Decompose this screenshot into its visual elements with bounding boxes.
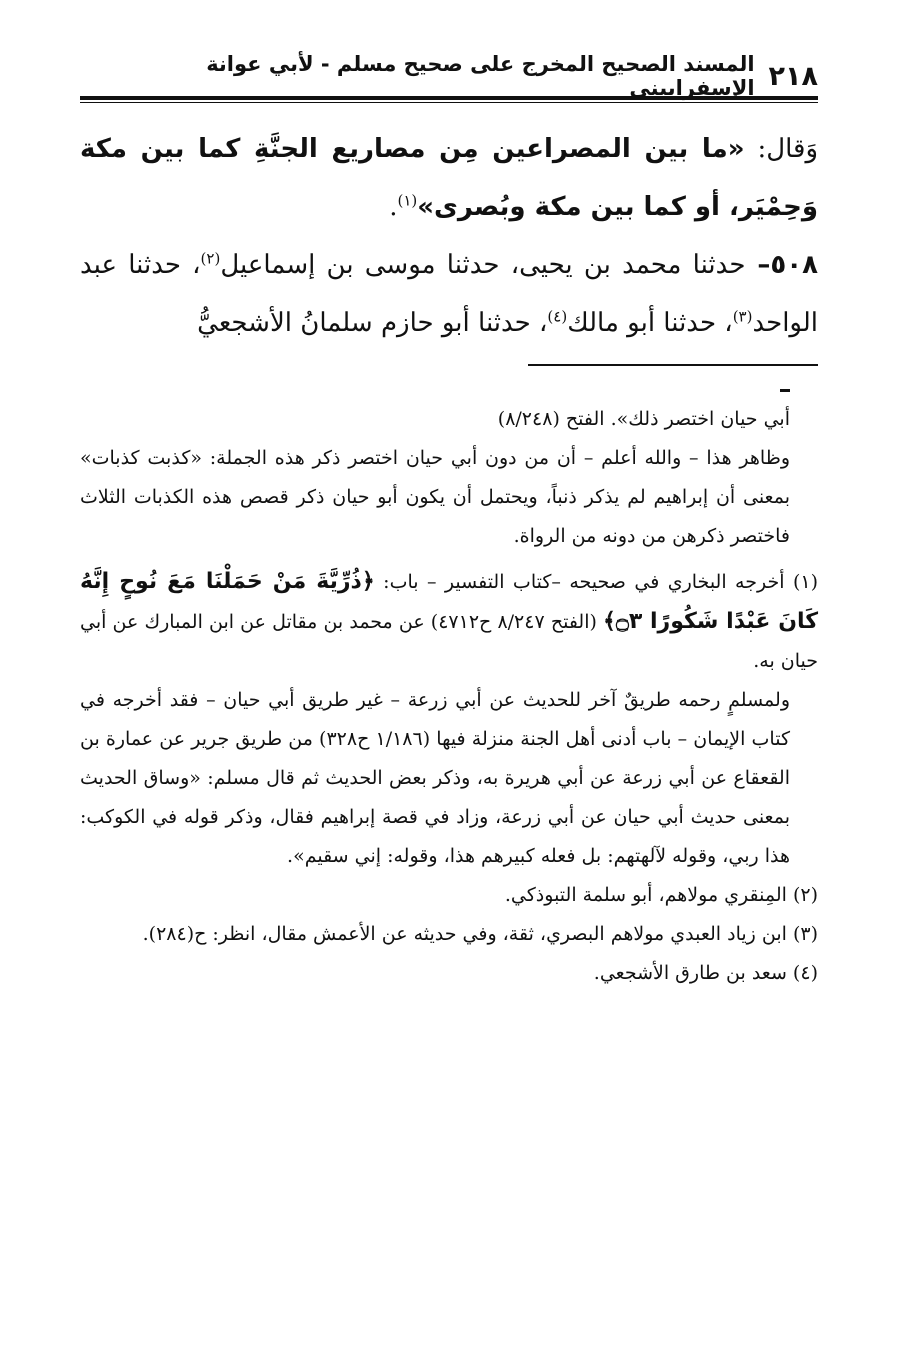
footnote-1-part-b: (الفتح ٨/٢٤٧ ح٤٧١٢) عن محمد بن مقاتل عن ابن المبارك عن أبي حيان به. xyxy=(80,611,818,672)
p1-intro: وَقال: xyxy=(744,134,819,164)
footnote-1 xyxy=(80,562,818,681)
footnote-ref-2[interactable]: (٢) xyxy=(200,249,221,268)
page-number: ٢١٨ xyxy=(768,60,818,92)
main-text xyxy=(80,120,818,352)
p2-part-b: ، حدثنا عبد الواحد xyxy=(80,250,818,338)
p1-end: . xyxy=(389,192,398,222)
footnote-ref-1[interactable]: (١) xyxy=(397,191,418,210)
footnote-separator xyxy=(528,364,818,366)
footnote-2: (٢) المِنقري مولاهم، أبو سلمة التبوذكي. xyxy=(504,884,818,906)
header-rule xyxy=(80,96,818,103)
p1-hadith-text: «ما بين المصراعين مِن مصاريع الجنَّةِ كما بين مكة وَحِمْيَر، أو كما بين مكة وبُصرى» xyxy=(80,134,818,222)
page-header xyxy=(80,52,818,100)
footnotes xyxy=(80,400,818,993)
footnote-continuation-1: أبي حيان اختصر ذلك». الفتح (٨/٢٤٨) xyxy=(497,408,790,430)
footnote-ref-4[interactable]: (٤) xyxy=(547,307,568,326)
quran-verse: ﴿ذُرِّيَّةَ مَنْ حَمَلْنَا مَعَ نُوحٍ إِنَّهُ كَانَ عَبْدًا شَكُورًا ۝٣﴾ xyxy=(80,569,819,634)
footnote-1-continuation: ولمسلمٍ رحمه طريقٌ آخر للحديث عن أبي زرعة – غير طريق أبي حيان – فقد أخرجه في كتاب الإيمان – باب أدنى أهل الجنة منزلة فيها (١/١٨٦ ح٣٢٨) من طريق جرير عن عمارة بن القعقاع عن أبي زرعة عن أبي هريرة به، وذكر بعض الحديث ثم قال مسلم: «وساق الحديث بمعنى حديث أبي حيان عن أبي زرعة، وزاد في قصة إبراهيم فقال، وذكر قوله في الكوكب: هذا ربي، وقوله لآلهتهم: بل فعله كبيرهم هذا، وقوله: إني سقيم». xyxy=(80,689,790,867)
footnote-continuation-2: وظاهر هذا – والله أعلم – أن من دون أبي حيان اختصر ذكر هذه الجملة: «كذبت كذبات» بمعنى أن إبراهيم لم يذكر ذنباً، ويحتمل أن يكون أبو حيان ذكر قصص هذه الكذبات الثلاث فاختصر ذكرهن من دونه من الرواة. xyxy=(80,447,790,547)
footnote-1-part-a: (١) أخرجه البخاري في صحيحه –كتاب التفسير – باب: xyxy=(374,571,818,593)
footnote-ref-3[interactable]: (٣) xyxy=(732,307,753,326)
footnote-4: (٤) سعد بن طارق الأشجعي. xyxy=(593,962,818,984)
main-paragraph-1 xyxy=(80,120,818,236)
p2-part-c: ، حدثنا أبو مالك xyxy=(567,308,733,338)
p2-part-a: حدثنا محمد بن يحيى، حدثنا موسى بن إسماعيل xyxy=(220,250,746,280)
footnote-3: (٣) ابن زياد العبدي مولاهم البصري، ثقة، وفي حديثه عن الأعمش مقال، انظر: ح(٢٨٤). xyxy=(142,923,818,945)
p2-part-d: ، حدثنا أبو حازم سلمانُ الأشجعيُّ xyxy=(197,308,548,338)
running-title: المسند الصحيح المخرج على صحيح مسلم - لأبي عوانة الإسفراييني xyxy=(206,52,755,100)
hadith-number: ٥٠٨– xyxy=(745,250,818,280)
main-paragraph-2 xyxy=(80,236,818,352)
continuation-mark xyxy=(780,389,790,392)
